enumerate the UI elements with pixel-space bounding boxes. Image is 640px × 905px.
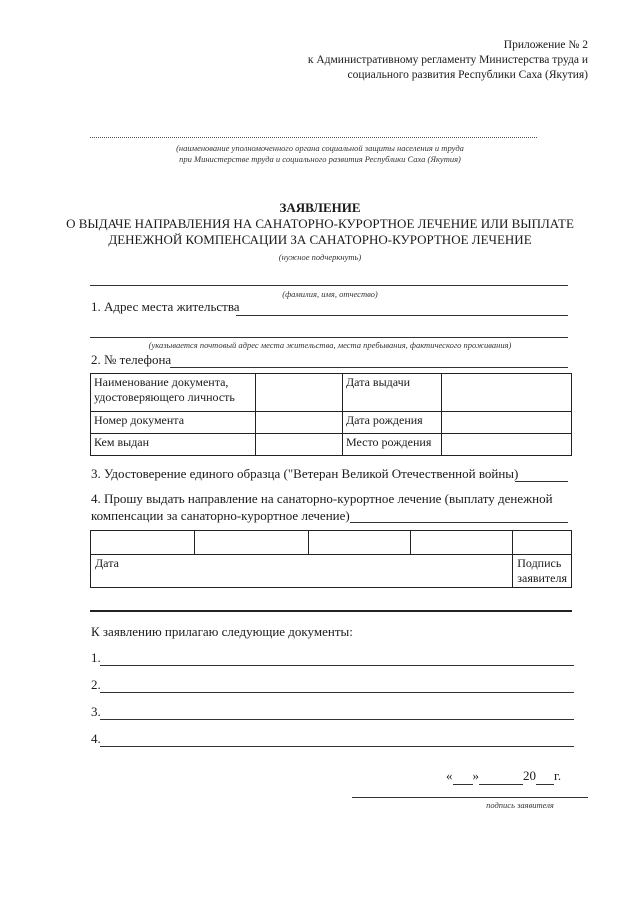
sig-cell-3[interactable] [308, 531, 410, 555]
document-title [60, 200, 580, 248]
attachment-line-1[interactable] [100, 665, 574, 666]
birth-place-label: Место рождения [343, 434, 442, 456]
attachment-number-2: 2. [91, 677, 101, 692]
birth-date-label: Дата рождения [343, 412, 442, 434]
request-line-2: компенсации за санаторно-курортное лечение) [91, 508, 350, 523]
date-footer [446, 768, 561, 785]
authority-caption-1: (наименование уполномоченного органа социальной защиты населения и труда [176, 143, 464, 153]
certificate-label: 3. Удостоверение единого образца ("Ветеран Великой Отечественной войны) [91, 466, 519, 481]
attachment-line-4[interactable] [100, 746, 574, 747]
separator-line [90, 610, 572, 612]
issued-by-label: Кем выдан [91, 434, 256, 456]
attachments-intro: К заявлению прилагаю следующие документы: [91, 624, 353, 639]
doc-name-value[interactable] [256, 374, 343, 412]
close-quote: » [472, 768, 479, 783]
request-line-1: 4. Прошу выдать направление на санаторно-курортное лечение (выплату денежной [91, 491, 553, 506]
request-line[interactable] [350, 522, 568, 523]
title-line-3: ДЕНЕЖНОЙ КОМПЕНСАЦИИ ЗА САНАТОРНО-КУРОРТНОЕ ЛЕЧЕНИЕ [108, 232, 532, 247]
attachment-number-4: 4. [91, 731, 101, 746]
fio-line[interactable] [90, 285, 568, 286]
attachment-line-2[interactable] [100, 692, 574, 693]
appendix-line-3: социального развития Республики Саха (Якутия) [347, 69, 588, 81]
fio-caption: (фамилия, имя, отчество) [282, 289, 378, 299]
attachment-number-3: 3. [91, 704, 101, 719]
applicant-signature-line[interactable] [352, 797, 588, 798]
address-line-2[interactable] [90, 337, 568, 338]
issued-by-value[interactable] [256, 434, 343, 456]
issue-date-value[interactable] [442, 374, 572, 412]
applicant-signature-caption: подпись заявителя [486, 800, 554, 810]
title-heading: ЗАЯВЛЕНИЕ [279, 200, 361, 215]
doc-number-value[interactable] [256, 412, 343, 434]
signature-cell[interactable]: Подпись заявителя [513, 555, 572, 588]
appendix-line-1: Приложение № 2 [503, 39, 588, 51]
appendix-line-2: к Административному регламенту Министерства труда и [307, 54, 588, 66]
address-caption: (указывается почтовый адрес места жительства, места пребывания, фактического проживания) [148, 340, 512, 350]
birth-place-value[interactable] [442, 434, 572, 456]
authority-caption [90, 143, 550, 165]
address-label: 1. Адрес места жительства [91, 299, 240, 314]
title-line-2: О ВЫДАЧЕ НАПРАВЛЕНИЯ НА САНАТОРНО-КУРОРТНОЕ ЛЕЧЕНИЕ ИЛИ ВЫПЛАТЕ [66, 216, 574, 231]
birth-date-value[interactable] [442, 412, 572, 434]
sig-cell-2[interactable] [195, 531, 308, 555]
doc-number-label: Номер документа [91, 412, 256, 434]
signature-table [90, 530, 572, 588]
appendix-note [298, 38, 588, 83]
doc-name-label: Наименование документа, удостоверяющего личность [91, 374, 256, 412]
title-note: (нужное подчеркнуть) [278, 252, 362, 262]
attachment-number-1: 1. [91, 650, 101, 665]
year-field[interactable] [536, 768, 554, 785]
attachment-line-3[interactable] [100, 719, 574, 720]
date-cell[interactable]: Дата [91, 555, 513, 588]
day-field[interactable] [453, 768, 473, 785]
issue-date-label: Дата выдачи [343, 374, 442, 412]
sig-cell-4[interactable] [410, 531, 512, 555]
address-line-1[interactable] [236, 315, 568, 316]
month-field[interactable] [479, 768, 523, 785]
open-quote: « [446, 768, 453, 783]
certificate-line[interactable] [515, 481, 568, 482]
phone-label: 2. № телефона [91, 352, 172, 367]
authority-caption-2: при Министерстве труда и социального развития Республики Саха (Якутия) [179, 154, 461, 164]
identity-table [90, 373, 572, 456]
sig-cell-5[interactable] [513, 531, 572, 555]
year-prefix: 20 [523, 768, 536, 783]
sig-cell-1[interactable] [91, 531, 195, 555]
authority-line[interactable] [90, 137, 537, 138]
year-suffix: г. [554, 768, 562, 783]
phone-line[interactable] [170, 367, 568, 368]
